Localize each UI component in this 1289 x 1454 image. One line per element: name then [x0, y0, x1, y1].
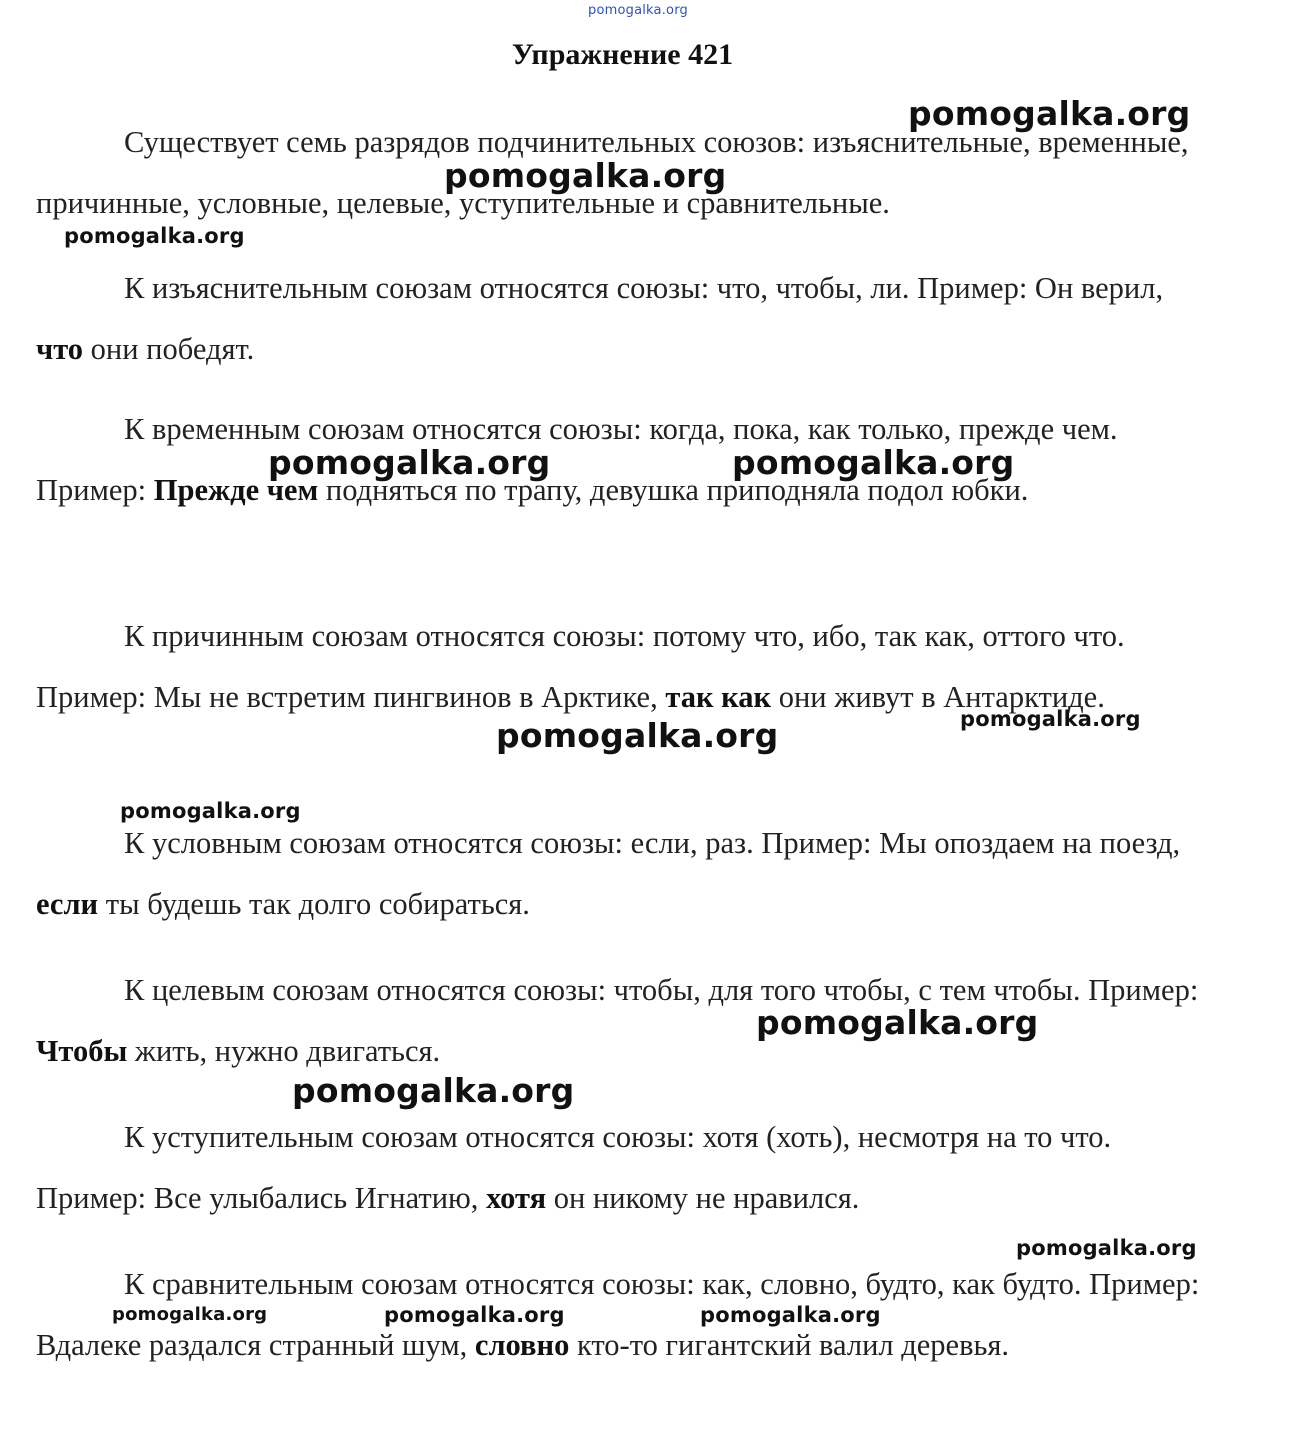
- exercise-title: Упражнение 421: [511, 38, 734, 71]
- paragraph-text: К уступительным союзам относятся союзы: хотя (хоть), несмотря на то что. Пример: Все улыбались Игнатию,: [36, 1120, 1112, 1215]
- paragraph-text: ты будешь так долго собираться.: [98, 887, 530, 921]
- paragraph-text: Существует семь разрядов подчинительных союзов: изъяснительные, временные, причинные, условные, целевые, уступительные и сравнительные.: [36, 125, 1189, 220]
- highlighted-conjunction: Прежде чем: [153, 473, 319, 507]
- watermark: pomogalka.org: [444, 156, 727, 195]
- watermark: pomogalka.org: [756, 1003, 1039, 1042]
- paragraph-explanatory: [36, 258, 1216, 380]
- paragraph-text: К условным союзам относятся союзы: если, раз. Пример: Мы опоздаем на поезд,: [124, 826, 1181, 860]
- paragraph-text: они победят.: [83, 332, 255, 366]
- highlighted-conjunction: так как: [665, 680, 772, 714]
- paragraph-text: подняться по трапу, девушка приподняла подол юбки.: [318, 473, 1029, 507]
- watermark: pomogalka.org: [908, 94, 1191, 133]
- paragraph-intro: [36, 112, 1216, 234]
- watermark: pomogalka.org: [732, 443, 1015, 482]
- watermark: pomogalka.org: [384, 1303, 565, 1327]
- watermark: pomogalka.org: [1016, 1236, 1197, 1260]
- watermark: pomogalka.org: [496, 716, 779, 755]
- paragraph-conditional: [36, 813, 1216, 935]
- watermark: pomogalka.org: [120, 799, 301, 823]
- highlighted-conjunction: хотя: [486, 1181, 547, 1215]
- highlighted-conjunction: словно: [474, 1328, 570, 1362]
- watermark: pomogalka.org: [588, 3, 688, 18]
- paragraph-text: К временным союзам относятся союзы: когда, пока, как только, прежде чем. Пример:: [36, 412, 1118, 507]
- paragraph-text: К целевым союзам относятся союзы: чтобы, для того чтобы, с тем чтобы. Пример:: [124, 973, 1199, 1007]
- paragraph-causal: [36, 606, 1216, 728]
- paragraph-text: жить, нужно двигаться.: [127, 1034, 441, 1068]
- highlighted-conjunction: Чтобы: [36, 1034, 128, 1068]
- paragraph-purpose: [36, 960, 1216, 1082]
- paragraph-text: К причинным союзам относятся союзы: потому что, ибо, так как, оттого что. Пример: Мы не встретим пингвинов в Арктике,: [36, 619, 1125, 714]
- paragraph-temporal: [36, 399, 1216, 521]
- paragraph-text: К сравнительным союзам относятся союзы: как, словно, будто, как будто. Пример: Вдалеке раздался странный шум,: [36, 1267, 1200, 1362]
- highlighted-conjunction: что: [36, 332, 84, 366]
- watermark: pomogalka.org: [268, 443, 551, 482]
- watermark: pomogalka.org: [292, 1071, 575, 1110]
- watermark: pomogalka.org: [112, 1304, 268, 1325]
- paragraph-concessive: [36, 1107, 1216, 1229]
- paragraph-comparative: [36, 1254, 1216, 1376]
- paragraph-text: К изъяснительным союзам относятся союзы: что, чтобы, ли. Пример: Он верил,: [124, 271, 1164, 305]
- highlighted-conjunction: если: [36, 887, 99, 921]
- paragraph-text: они живут в Антарктиде.: [771, 680, 1105, 714]
- paragraph-text: кто-то гигантский валил деревья.: [569, 1328, 1010, 1362]
- paragraph-text: он никому не нравился.: [546, 1181, 860, 1215]
- watermark: pomogalka.org: [64, 224, 245, 248]
- watermark: pomogalka.org: [960, 707, 1141, 731]
- watermark: pomogalka.org: [700, 1303, 881, 1327]
